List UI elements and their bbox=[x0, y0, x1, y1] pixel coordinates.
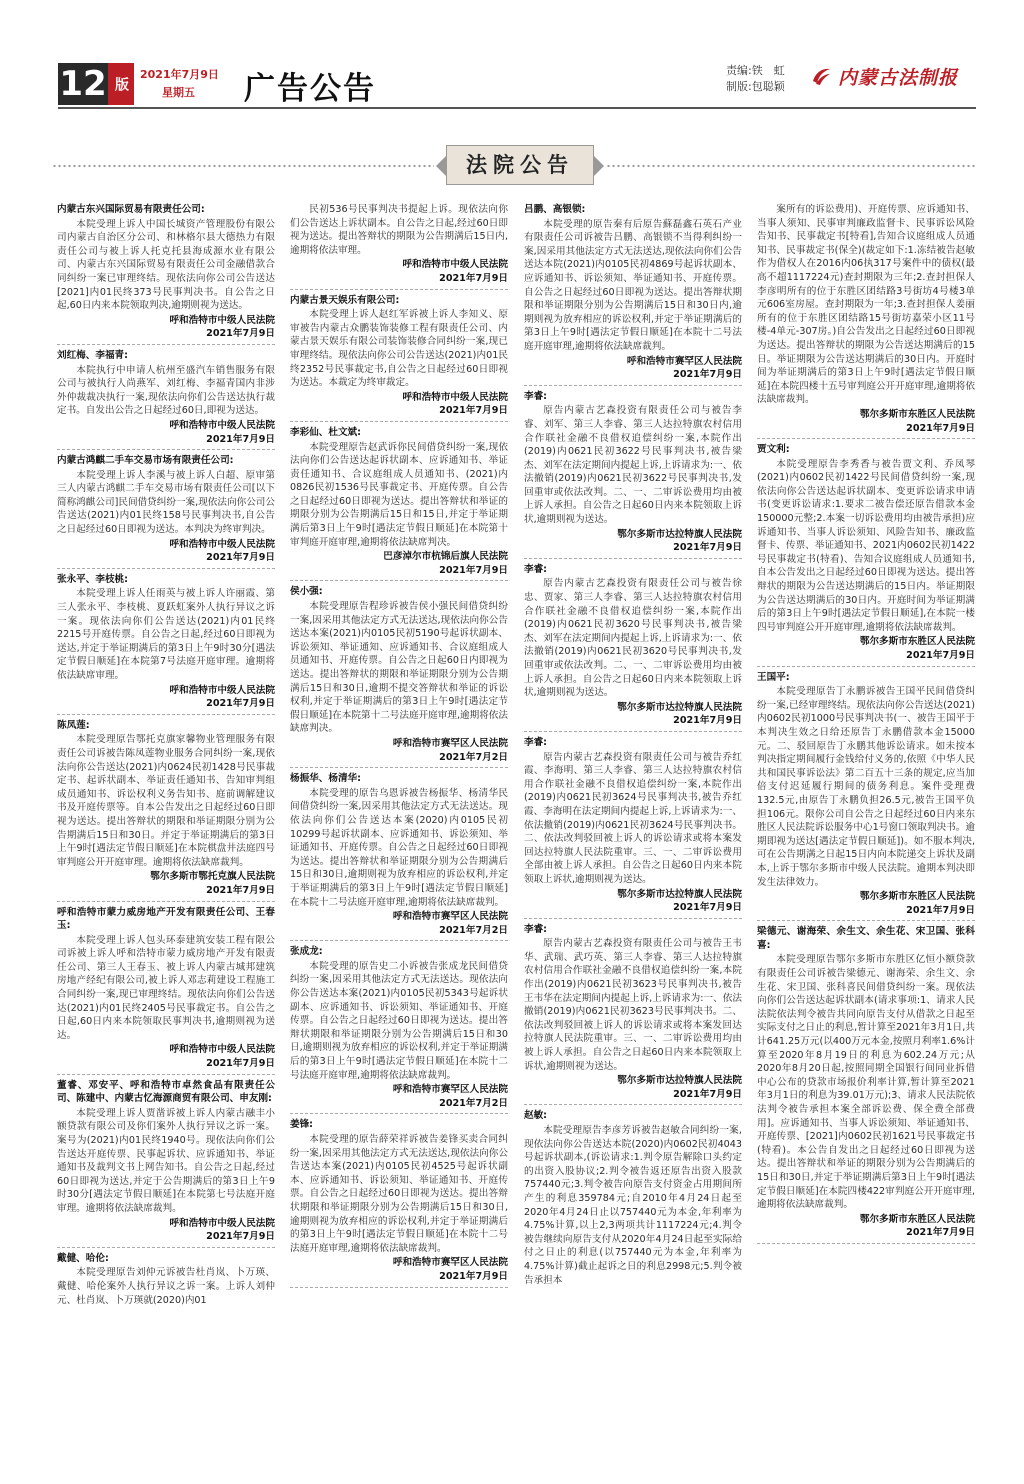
notice-column-2 bbox=[290, 203, 508, 1292]
issue-weekday: 星期五 bbox=[162, 86, 195, 99]
notice-party: 李睿: bbox=[524, 736, 548, 748]
notice-divider bbox=[290, 1287, 508, 1288]
notice-date: 2021年7月9日 bbox=[206, 328, 275, 340]
notice-court: 鄂尔多斯市达拉特旗人民法院 bbox=[617, 888, 742, 900]
notice-court: 呼和浩特市赛罕区人民法院 bbox=[392, 1084, 508, 1096]
notice-date: 2021年7月9日 bbox=[673, 715, 742, 727]
notice-item bbox=[290, 294, 508, 422]
notice-item bbox=[757, 443, 975, 667]
notice-date: 2021年7月9日 bbox=[206, 698, 275, 710]
notice-divider bbox=[57, 344, 275, 345]
notice-court: 呼和浩特市中级人民法院 bbox=[169, 419, 275, 431]
notice-party: 陈凤莲: bbox=[57, 719, 90, 731]
notice-court: 呼和浩特市赛罕区人民法院 bbox=[392, 911, 508, 923]
notice-item bbox=[57, 573, 275, 715]
newspaper-logo-icon bbox=[810, 65, 832, 87]
notice-divider bbox=[524, 558, 742, 559]
notice-item bbox=[757, 203, 975, 439]
notice-court: 呼和浩特市赛罕区人民法院 bbox=[626, 355, 742, 367]
notice-party: 吕鹏、高银锁: bbox=[524, 204, 586, 215]
notice-body: 本院受理的原告薛荣祥诉被告姜锋买卖合同纠纷一案,因采用其他法定方式无法送达,现依法向你公告送达本案(2021)内0105民初4525号起诉状副本、应诉通知书、诉讼须知、举证通知书、开庭传票。自公告之日起经过60日即视为送达。提出答辩状期限和举证期限分别为公告期满后15日和30日,逾期则视为放弃相应的诉讼权利,并定于举证期满后的第3日上午9时[遇法定节假日顺延]在本院十二号法庭开庭审理,逾期将依法缺席裁判。 bbox=[290, 1134, 508, 1254]
notice-item bbox=[57, 906, 275, 1075]
notice-court: 鄂尔多斯市鄂托克旗人民法院 bbox=[150, 871, 275, 883]
notice-date: 2021年7月9日 bbox=[673, 542, 742, 554]
notice-divider bbox=[757, 438, 975, 439]
notice-court: 呼和浩特市中级人民法院 bbox=[169, 1217, 275, 1229]
notice-divider bbox=[57, 449, 275, 450]
notice-item bbox=[290, 1118, 508, 1287]
notice-date: 2021年7月9日 bbox=[906, 650, 975, 661]
notice-party: 杨振华、杨清华: bbox=[290, 773, 361, 785]
editor-credits bbox=[726, 63, 785, 95]
notice-court: 鄂尔多斯市达拉特旗人民法院 bbox=[617, 528, 742, 540]
notice-court: 呼和浩特市中级人民法院 bbox=[402, 259, 508, 271]
notice-party: 李睿: bbox=[524, 563, 548, 575]
page-number: 12 bbox=[59, 64, 107, 104]
newspaper-logo bbox=[810, 63, 958, 89]
notice-body: 原告内蒙古艺森投资有限责任公司与被告乔红霞、李海明、第三人李睿、第三人达拉特旗农村信用合作联社金融不良借权追偿纠纷一案,本院作出(2019)内0621民初3624号民事判决书,被告乔红霞、李海明在法定期间内提起上诉,上诉请求为:一、依法撤销(2019)内0621民初3624号民事判决书。二、依法改判驳回被上诉人的诉讼请求或将本案发回达拉特旗人民法院重审。三、一、二审诉讼费用全部由被上诉人承担。自公告之日起60日内来本院领取上诉状,逾期则视为送达。 bbox=[524, 751, 742, 885]
notice-divider bbox=[524, 385, 742, 386]
section-banner bbox=[52, 143, 976, 189]
notice-date: 2021年7月2日 bbox=[439, 924, 508, 936]
notice-court: 巴彦淖尔市杭锦后旗人民法院 bbox=[383, 551, 508, 563]
notice-body: 本院受理原告程珍诉被告侯小强民间借贷纠纷一案,因采用其他法定方式无法送达,现依法向你公告送达本案(2021)内0105民初5190号起诉状副本、诉讼须知、举证通知、应诉通知书、合议庭组成人员通知书、开庭传票。自公告之日起60日内即视为送达。提出答辩状的期限和举证期限分别为公告期满后15日和30日,逾期不提交答辩状和举证的诉讼权利,并定于举证期满后的第3日上午9时[遇法定节假日顺延]在本院第十二号法庭开庭审理,逾期将依法缺席判决。 bbox=[290, 601, 508, 735]
notice-court: 呼和浩特市中级人民法院 bbox=[169, 538, 275, 550]
notice-divider bbox=[757, 920, 975, 921]
notice-party: 刘红梅、李福青: bbox=[57, 349, 128, 361]
notice-divider bbox=[524, 918, 742, 919]
notice-divider bbox=[57, 1074, 275, 1075]
notice-party: 李彩仙、杜文斌: bbox=[290, 426, 361, 438]
section-title: 广告公告 bbox=[244, 71, 376, 107]
notice-court: 鄂尔多斯市达拉特旗人民法院 bbox=[617, 1075, 742, 1087]
notice-date: 2021年7月9日 bbox=[206, 552, 275, 564]
notice-court: 鄂尔多斯市东胜区人民法院 bbox=[859, 1213, 975, 1225]
notice-party: 侯小强: bbox=[290, 586, 323, 598]
notice-item bbox=[290, 203, 508, 290]
notice-item bbox=[757, 671, 975, 922]
notice-court: 呼和浩特市中级人民法院 bbox=[402, 391, 508, 403]
notice-divider bbox=[57, 1247, 275, 1248]
notice-date: 2021年7月2日 bbox=[439, 751, 508, 763]
notice-item bbox=[290, 945, 508, 1114]
notice-party: 贾文利: bbox=[757, 444, 790, 456]
banner-dotted-rule-right bbox=[606, 164, 976, 168]
banner-arrow-left-icon bbox=[436, 156, 446, 176]
notice-divider bbox=[290, 940, 508, 941]
notice-body: 本院受理原告李秀香与被告贾文利、乔凤琴(2021)内0602民初1422号民间借贷纠纷一案,现依法向你公告送达起诉状副本、变更诉讼请求申请书(变更诉讼请求:1.要求二被告偿还原告借款本金150000元整;2.本案一切诉讼费用均由被告承担)应诉通知书、当事人诉讼须知、风险告知书、廉政监督卡、传票、举证通知书、2021内0602民初1422号民事裁定书(特看)、告知合议庭组成人员通知书,自本公告发出之日起经过60日即视为送达。提出答辩状的期限为公告送达期满后的15日内。举证期限为公告送达期满后的30日内。开庭时间为举证期满后的第3日上午9时[遇法定节假日顺延],在本院一楼四号审判庭公开开庭审理,逾期将依法缺席裁判。 bbox=[757, 458, 975, 633]
notice-item bbox=[290, 426, 508, 582]
notice-date: 2021年7月9日 bbox=[673, 1088, 742, 1100]
notice-divider bbox=[57, 901, 275, 902]
notice-body: 本院受理上诉人赵红军诉被上诉人李知义、原审被告内蒙古众鹏装饰装修工程有限责任公司、内蒙古景天娱乐有限公司装饰装修合同纠纷一案,现已审理终结。现依法向你公司公告送达(2021)内01民终2352号民事裁定书,自公告之日起经过60日即视为送达。本裁定为终审裁定。 bbox=[290, 309, 508, 389]
notice-date: 2021年7月9日 bbox=[906, 1227, 975, 1239]
notice-column-1 bbox=[57, 203, 275, 1307]
header-rule bbox=[58, 107, 976, 109]
notice-date: 2021年7月9日 bbox=[206, 1231, 275, 1243]
notice-body: 原告内蒙古艺森投资有限责任公司与被告徐忠、贾家、第三人李睿、第三人达拉特旗农村信用合作联社金融不良借权追偿纠纷一案,本院作出(2019)内0621民初3620号民事判决书,被告梁杰、刘军在法定期间内提起上诉,上诉请求为:一、依法撤销(2019)内0621民初3620号民事判决书,发回重审或依法改判。二、一、二审诉讼费用均由被上诉人承担。自公告之日起60日内来本院领取上诉状,逾期则视为送达。 bbox=[524, 578, 742, 699]
notice-body: 本院受理的原告乌恩诉被告杨振华、杨清华民间借贷纠纷一案,因采用其他法定方式无法送达。现依法向你们公告送达本案(2020)内0105民初10299号起诉状副本、应诉通知书、诉讼须知、举证通知书、开庭传票。自公告之日起经过60日即视为送达。提出答辩状和举证期限分别为公告期满后15日和30日,逾期则视为放弃相应的诉讼权利,并定于举证期满后的第3日上午9时[遇法定节假日顺延]在本院十二号法庭开庭审理,逾期将依法缺席裁判。 bbox=[290, 787, 508, 908]
notice-divider bbox=[290, 421, 508, 422]
notice-date: 2021年7月9日 bbox=[206, 884, 275, 896]
notice-date: 2021年7月9日 bbox=[906, 904, 975, 916]
notice-court: 鄂尔多斯市达拉特旗人民法院 bbox=[617, 701, 742, 713]
notice-item bbox=[57, 719, 275, 902]
notice-party: 呼和浩特市蒙力威房地产开发有限责任公司、王春玉: bbox=[57, 906, 275, 932]
notice-item bbox=[524, 203, 742, 386]
notice-date: 2021年7月9日 bbox=[673, 369, 742, 381]
notice-divider bbox=[290, 289, 508, 290]
notice-body: 本院受理原告丁永鹏诉被告王国平民间借贷纠纷一案,已经审理终结。现依法向你公告送达(2021)内0602民初1000号民事判决书(一、被告王国平于本判决生效之日给还原告丁永鹏借款本金15000元。二、驳回原告丁永鹏其他诉讼请求。如未按本判决指定期间履行金钱给付义务的,依照《中华人民共和国民事诉讼法》第二百五十三条的规定,应当加倍支付迟延履行期间的债务利息。案件受理费132.5元,由原告丁永鹏负担26.5元,被告王国平负担106元。限你公司自公告之日起经过60日内来东胜区人民法院诉讼服务中心1号窗口领取判决书。逾期即视为送达[遇法定节假日顺延])。如不服本判决,可在公告期满之日起15日内向本院递交上诉状及副本,上诉于鄂尔多斯市中级人民法院。逾期本判决即发生法律效力。 bbox=[757, 686, 975, 888]
notice-body: 本院受理的原告史二小诉被告张成龙民间借贷纠纷一案,因采用其他法定方式无法送达。现依法向你公告送达本案(2021)内0105民初5343号起诉状副本、应诉通知书、诉讼须知、举证通知书、开庭传票。自公告之日起经过60日即视为送达。提出答辩状期限和举证期限分别为公告期满后15日和30日,逾期则视为放弃相应的诉讼权利,并定于举证期满后的第3日上午9时[遇法定节假日顺延]在本院十二号法庭开庭审理,逾期将依法缺席裁判。 bbox=[290, 960, 508, 1081]
notice-body: 本院受理上诉人李溪与被上诉人白超、原审第三人内蒙古鸿麒二手车交易市场有限责任公司[以下简称鸿麒公司]民间借贷纠纷一案,现依法向你公司公告送达(2021)内01民终158号民事判决书,自公告之日起经过60日即视为送达。本判决为终审判决。 bbox=[57, 469, 275, 536]
notice-court: 呼和浩特市赛罕区人民法院 bbox=[392, 1257, 508, 1269]
notice-body: 民初536号民事判决书提起上诉。现依法向你们公告送达上诉状副本。自公告之日起,经过60日即视为送达。提出答辩状的期限为公告期满后15日内,逾期将依法审理。 bbox=[290, 204, 508, 256]
page-suffix: 版 bbox=[108, 63, 134, 105]
banner-title: 法院公告 bbox=[446, 145, 594, 185]
notice-body: 本院受理上诉人中国长城资产管理股份有限公司内蒙古自治区分公司、和林格尔县大德热力有限责任公司与被上诉人托克托县海成源水业有限公司、内蒙古东兴国际贸易有限责任公司金融借款合同纠纷一案已审理终结。现依法向你公司公告送达[2021]内01民终373号民事判决书。自公告之日起,60日内来本院领取判决,逾期则视为送达。 bbox=[57, 218, 275, 312]
notice-court: 呼和浩特市赛罕区人民法院 bbox=[392, 737, 508, 749]
banner-arrow-right-icon bbox=[594, 156, 604, 176]
notice-divider bbox=[524, 1104, 742, 1105]
notice-court: 呼和浩特市中级人民法院 bbox=[169, 1044, 275, 1056]
notice-party: 张永平、李枝桃: bbox=[57, 573, 128, 585]
notice-date: 2021年7月9日 bbox=[906, 422, 975, 434]
notice-court: 呼和浩特市中级人民法院 bbox=[169, 314, 275, 326]
notice-column-3 bbox=[524, 203, 742, 1287]
notice-item bbox=[524, 923, 742, 1106]
notice-date: 2021年7月9日 bbox=[206, 433, 275, 445]
notice-body: 案所有的诉讼费用)、开庭传票、应诉通知书、当事人须知、民事审判廉政监督卡、民事诉讼风险告知书、民事裁定书[特看],告知合议庭组成人员通知书、民事裁定书(保全)(裁定如下:1.冻结被告赵敏作为借权人在2016内06执317号案件中的债权(最高不超1117224元)查封期限为三年;2.查封担保人李彦明所有的位于东胜区团结路3号街坊4号楼3单元606室房屋。查封期限为一年;3.查封担保人姜丽所有的位于东胜区团结路15号街坊嘉荣小区11号楼-4单元-307房。)自公告发出之日起经过60日即视为送达。提出答辩状的期限为公告送达期满后的15日。举证期限为公告送达期满后的30日内。开庭时间为举证期满后的第3日上午9时[遇法定节假日顺延]在本院四楼十五号审判庭公开开庭审理,逾期将依法缺席裁判。 bbox=[757, 204, 975, 406]
notice-divider bbox=[757, 1243, 975, 1244]
notice-divider bbox=[290, 1113, 508, 1114]
notice-column-4 bbox=[757, 203, 975, 1248]
notice-divider bbox=[524, 731, 742, 732]
notice-body: 本院受理上诉人贾凿诉被上诉人内蒙古融丰小额贷款有限公司及你们案外人执行异议之诉一案。案号为(2021)内01民终1940号。现依法向你们公告送达开庭传票、民事起诉状、应诉通知书、举证通知书及裁判文书上网告知书。自公告之日起,经过60日即视为送达,并定于公告期满后的第3日上午9时30分[遇法定节假日顺延]在本院第七号法庭开庭审理。逾期将依法缺席裁判。 bbox=[57, 1107, 275, 1214]
notice-party: 戴健、哈伦: bbox=[57, 1252, 109, 1264]
notice-party: 梁德元、谢海荣、余生文、余生花、宋卫国、张科喜: bbox=[757, 926, 975, 951]
notice-item bbox=[524, 736, 742, 919]
newspaper-name: 内蒙古法制报 bbox=[838, 66, 959, 89]
notice-court: 鄂尔多斯市东胜区人民法院 bbox=[859, 636, 975, 648]
notice-body: 本院受理上诉人包头环泰建筑安装工程有限公司诉被上诉人呼和浩特市蒙力威房地产开发有限责任公司、第三人王春玉、被上诉人内蒙古城邦建筑房地产经纪有限公司,被上诉人邓志莉建设工程施工合同纠纷一案,现已审理终结。现依法向你们公告送达(2021)内01民终2405号民事裁定书。自公告之日起,60日内来本院领取民事判决书,逾期则视为送达。 bbox=[57, 934, 275, 1041]
notice-date: 2021年7月9日 bbox=[439, 405, 508, 417]
notice-divider bbox=[290, 767, 508, 768]
notice-date: 2021年7月9日 bbox=[673, 902, 742, 914]
notice-item bbox=[757, 925, 975, 1244]
notice-party: 赵敏: bbox=[524, 1110, 548, 1122]
page-header bbox=[58, 55, 976, 107]
notice-body: 本院受理上诉人任雨英与被上诉人许丽霞、第三人张永平、李枝桃、夏跃虹案外人执行异议之诉一案。现依法向你们公告送达(2021)内01民终2215号开庭传票。自公告之日起,经过60日即视为送达,并定于举证期满后的第3日上午9时30分[遇法定节假日顺延]在本院第7号法庭开庭审理。逾期将依法缺席审理。 bbox=[57, 588, 275, 681]
notice-court: 鄂尔多斯市东胜区人民法院 bbox=[859, 408, 975, 420]
notice-body: 原告内蒙古艺森投资有限责任公司与被告王韦华、武瑞、武巧英、第三人李睿、第三人达拉特旗农村信用合作联社金融不良借权追偿纠纷一案,本院作出(2019)内0621民初3623号民事判决书,被告王韦华在法定期间内提起上诉,上诉请求为:一、依法撤销(2019)内0621民初3623号民事判决书。二、依法改判驳回被上诉人的诉讼请求或将本案发回达拉特旗人民法院重审。三、一、二审诉讼费用均由被上诉人承担。自公告之日起60日内来本院领取上诉状,逾期则视为送达。 bbox=[524, 938, 742, 1072]
notice-body: 本院受理原告鄂托克旗家馨物业管理服务有限责任公司诉被告陈凤莲物业服务合同纠纷一案,现依法向你公告送达(2021)内0624民初1428号民事裁定书、起诉状副本、举证责任通知书、告知审判组成员通知书、诉讼权利义务告知书、庭前调解建议书及开庭传票等。自本公告发出之日起经过60日即视为送达。提出答辩状的期限和举证期限分别为公告期满后15日和30日。并定于举证期满后的第3日上午9时[遇法定节假日顺延]在本院棋盘井法庭四号审判庭公开开庭审理。逾期将依法缺席裁判。 bbox=[57, 734, 275, 868]
notice-body: 本院受理原告刘仲元诉被告杜肖岚、卜万瑛、戴健、哈伦案外人执行异议之诉一案。上诉人刘仲元、杜肖岚、卜万瑛就(2020)内01 bbox=[57, 1267, 275, 1306]
notice-item bbox=[57, 1252, 275, 1307]
notice-party: 董睿、邓安平、呼和浩特市卓然食品有限责任公司、陈建中、内蒙古忆海源商贸有限公司、申友刚: bbox=[57, 1079, 275, 1105]
notice-divider bbox=[57, 714, 275, 715]
notice-divider bbox=[290, 580, 508, 581]
notice-date: 2021年7月2日 bbox=[439, 1097, 508, 1109]
notice-party: 李睿: bbox=[524, 390, 548, 402]
notice-item bbox=[57, 349, 275, 450]
notice-item bbox=[57, 454, 275, 569]
notice-court: 呼和浩特市中级人民法院 bbox=[169, 684, 275, 696]
editor-line: 责编:铁 虹 bbox=[726, 64, 785, 77]
notice-party: 李睿: bbox=[524, 923, 548, 935]
notice-party: 姜锋: bbox=[290, 1119, 314, 1131]
notice-party: 内蒙古鸿麒二手车交易市场有限责任公司: bbox=[57, 455, 234, 467]
notice-divider bbox=[757, 666, 975, 667]
issue-date-block bbox=[140, 66, 219, 102]
notice-party: 内蒙古东兴国际贸易有限责任公司: bbox=[57, 204, 205, 215]
notice-date: 2021年7月9日 bbox=[439, 564, 508, 576]
issue-date: 2021年7月9日 bbox=[140, 68, 219, 81]
notice-body: 本院受理原告赵武诉你民间借贷纠纷一案,现依法向你们公告送达起诉状副本、应诉通知书、举证责任通知书、合议庭组成人员通知书、(2021)内0826民初1536号民事裁定书、开庭传票。自公告之日起经过60日即视为送达。提出答辩状和举证的期限分别为公告期满后15日和15日,并定于举证期满后第3日上午9时[遇法定节假日顺延]在本院第十审判庭开庭审理,逾期将依法缺席判决。 bbox=[290, 441, 508, 548]
notice-item bbox=[57, 203, 275, 345]
notice-item bbox=[290, 585, 508, 768]
notice-item bbox=[57, 1079, 275, 1248]
producer-line: 制版:包聪颖 bbox=[726, 80, 785, 93]
notice-body: 本院受理原告鄂尔多斯市东胜区亿恒小额贷款有限责任公司诉被告梁德元、谢海荣、余生文、余生花、宋卫国、张科喜民间借贷纠纷一案。现依法向你们公告送达起诉状副本(请求事项:1、请求人民法院依法判令被告共同向原告支付从借款之日起至实际支付之日止的利息,暂计算至2021年3月1日,共计641.25万元(以400万元本金,按照月利率1.6%计算至2020年8月19日的利息为602.24万元;从2020年8月20日起,按照同期全国银行间同业拆借中心公布的贷款市场报价利率计算,暂计算至2021年3月1日的利息为39.01万元);3、请求人民法院依法判令被告承担本案全部诉讼费、保全费全部费用]。应诉通知书、当事人诉讼须知、举证通知书、开庭传票、[2021]内0602民初1621号民事裁定书(特看)。本公告自发出之日起经过60日即视为送达。提出答辩状和举证的期限分别为公告期满后的15日和30日,并定于举证期满后第3日上午9时[遇法定节假日顺延]在本院四楼422审判庭公开开庭审理,逾期将依法缺席裁判。 bbox=[757, 954, 975, 1211]
notice-party: 张成龙: bbox=[290, 946, 323, 958]
notice-divider bbox=[57, 568, 275, 569]
notice-body: 本院受理原告李彦芳诉被告赵敏合同纠纷一案,现依法向你公告送达本院(2020)内0602民初4043号起诉状副本,(诉讼请求:1.判令原告解除口头约定的出资入股协议;2.判令被告返还原告出资入股款757440元;3.判令被告向原告支付资金占用期间所产生的利息359784元;自2010年4月24日起至2020年4月24日止以757440元为本金,年利率为4.75%计算,以上2,3两项共计1117224元;4.判令被告继续向原告支付从2020年4月24日起至实际给付之日止的利息(以757440元为本金,年利率为4.75%计算)截止起诉之日的利息2998元;5.判令被告承担本 bbox=[524, 1125, 742, 1286]
notice-item bbox=[524, 563, 742, 732]
notice-date: 2021年7月9日 bbox=[439, 272, 508, 284]
notice-item bbox=[524, 1109, 742, 1287]
notice-court: 鄂尔多斯市东胜区人民法院 bbox=[859, 891, 975, 903]
notice-date: 2021年7月9日 bbox=[439, 1270, 508, 1282]
notice-body: 原告内蒙古艺森投资有限责任公司与被告李睿、刘军、第三人李睿、第三人达拉特旗农村信用合作联社金融不良借权追偿纠纷一案,本院作出(2019)内0621民初3622号民事判决书,被告梁杰、刘军在法定期间内提起上诉,上诉请求为:一、依法撤销(2019)内0621民初3622号民事判决书,发回重审或依法改判。二、一、二审诉讼费用均由被上诉人承担。自公告之日起60日内来本院领取上诉状,逾期则视为送达。 bbox=[524, 405, 742, 526]
notice-body: 本院执行中申请人杭州至盛汽车销售服务有限公司与被执行人尚燕军、刘红梅、李福青国内非涉外仲裁裁决执行一案,现依法向你们公告送达执行裁定书。自发出公告之日起经过60日,即视为送达。 bbox=[57, 364, 275, 417]
notice-item bbox=[524, 390, 742, 559]
notice-item bbox=[290, 772, 508, 941]
notice-date: 2021年7月9日 bbox=[206, 1058, 275, 1070]
notice-body: 本院受理的原告秦有后原告蘇磊鑫石英石产业有限责任公司诉被告吕鹏、高银锁不当得利纠纷一案,因采用其他法定方式无法送达,现依法向你们公告送达本院(2021)内0105民初4869号起诉状副本、应诉通知书、诉讼须知、举证通知书、开庭传票。自公告之日起经过60日即视为送达。提出答辩状期限和举证期限分别为公告期满后15日和30日内,逾期则视为放弃相应的诉讼权利,并定于举证期满后的第3日上午9时[遇法定节假日顺延]在本院十二号法庭开庭审理,逾期将依法缺席裁判。 bbox=[524, 218, 742, 352]
banner-dotted-rule-left bbox=[52, 164, 434, 168]
notice-party: 王国平: bbox=[757, 671, 790, 683]
notice-party: 内蒙古景天娱乐有限公司: bbox=[290, 294, 400, 306]
